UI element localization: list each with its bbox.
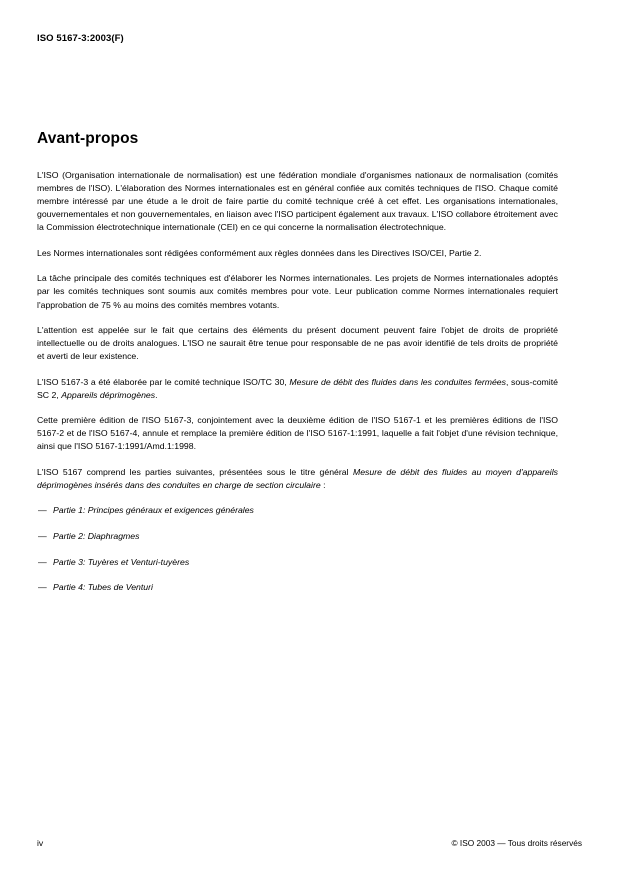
series-general-title-italic: Mesure de débit des fluides au moyen d'appareils déprimogènes insérés dans des conduites en charge de section circulaire — [37, 466, 558, 491]
list-item — [37, 504, 558, 517]
paragraph-directives-reference: Les Normes internationales sont rédigées conformément aux règles données dans les Directives ISO/CEI, Partie 2. — [37, 247, 482, 258]
running-header-document-id: ISO 5167-3:2003(F) — [37, 33, 124, 44]
section-heading-avant-propos: Avant-propos — [37, 130, 139, 147]
list-item-label: Partie 1: Principes généraux et exigences générales — [53, 505, 254, 516]
list-item-label: Partie 3: Tuyères et Venturi-tuyères — [53, 556, 190, 567]
copyright-notice: © ISO 2003 — Tous droits réservés — [451, 838, 582, 848]
list-item — [37, 556, 558, 569]
parts-list — [37, 504, 558, 594]
page-number: iv — [37, 838, 44, 848]
list-item — [37, 530, 558, 543]
list-item-label: Partie 4: Tubes de Venturi — [53, 582, 153, 593]
subcommittee-title-italic: Appareils déprimogènes — [61, 389, 156, 400]
committee-title-italic: Mesure de débit des fluides dans les conduites fermées — [289, 376, 506, 387]
paragraph-iso-presentation: L'ISO (Organisation internationale de normalisation) est une fédération mondiale d'organismes nationaux de normalisation (comités membres de l'ISO). L'élaboration des Normes internationales est en général confiée aux comités techniques de l'ISO. Chaque comité membre intéressé par une étude a le droit de faire partie du comité technique créé à cet effet. Les organisations internationales, gouvernementales et non gouvernementales, en liaison avec l'ISO participent également aux travaux. L'ISO collabore étroitement avec la Commission électrotechnique internationale (CEI) en ce qui concerne la normalisation électrotechnique. — [37, 170, 558, 233]
list-item — [37, 581, 558, 594]
committee-attribution-text-end: . — [155, 389, 158, 400]
page-footer — [37, 838, 582, 848]
committee-attribution-text-lead: L'ISO 5167-3 a été élaborée par le comité technique ISO/TC 30, — [37, 376, 290, 387]
page-content — [37, 130, 558, 607]
subcommittee-text: , sous-comité SC 2, — [37, 376, 558, 400]
em-dash-bullet-icon: — — [38, 530, 47, 541]
paragraph-voting-procedure: La tâche principale des comités techniques est d'élaborer les Normes internationales. Les projets de Normes internationales adoptés par les comités techniques sont soumis aux comités membres pour vote. Leur publication comme Normes internationales requiert l'approbation de 75 % au moins des comités membres votants. — [37, 273, 558, 310]
paragraph-committee-attribution — [37, 376, 558, 402]
paragraph-edition-supersedes: Cette première édition de l'ISO 5167-3, conjointement avec la deuxième édition de l'ISO 5167-1 et les premières éditions de l'ISO 5167-2 et de l'ISO 5167-4, annule et remplace la première édition de l'ISO 5167-1:1991, laquelle a fait l'objet d'une révision technique, ainsi que l'ISO 5167-1:1991/Amd.1:1998. — [37, 415, 558, 452]
em-dash-bullet-icon: — — [38, 556, 47, 567]
em-dash-bullet-icon: — — [38, 505, 47, 516]
series-intro-text-end: : — [320, 480, 326, 491]
paragraph-series-introduction — [37, 466, 558, 492]
paragraph-patent-rights-notice: L'attention est appelée sur le fait que certains des éléments du présent document peuvent faire l'objet de droits de propriété intellectuelle ou de droits analogues. L'ISO ne saurait être tenue pour responsable de ne pas avoir identifié de tels droits de propriété et averti de leur existence. — [37, 325, 558, 362]
list-item-label: Partie 2: Diaphragmes — [53, 530, 140, 541]
em-dash-bullet-icon: — — [38, 582, 47, 593]
series-intro-text-lead: L'ISO 5167 comprend les parties suivantes, présentées sous le titre général — [37, 466, 353, 477]
